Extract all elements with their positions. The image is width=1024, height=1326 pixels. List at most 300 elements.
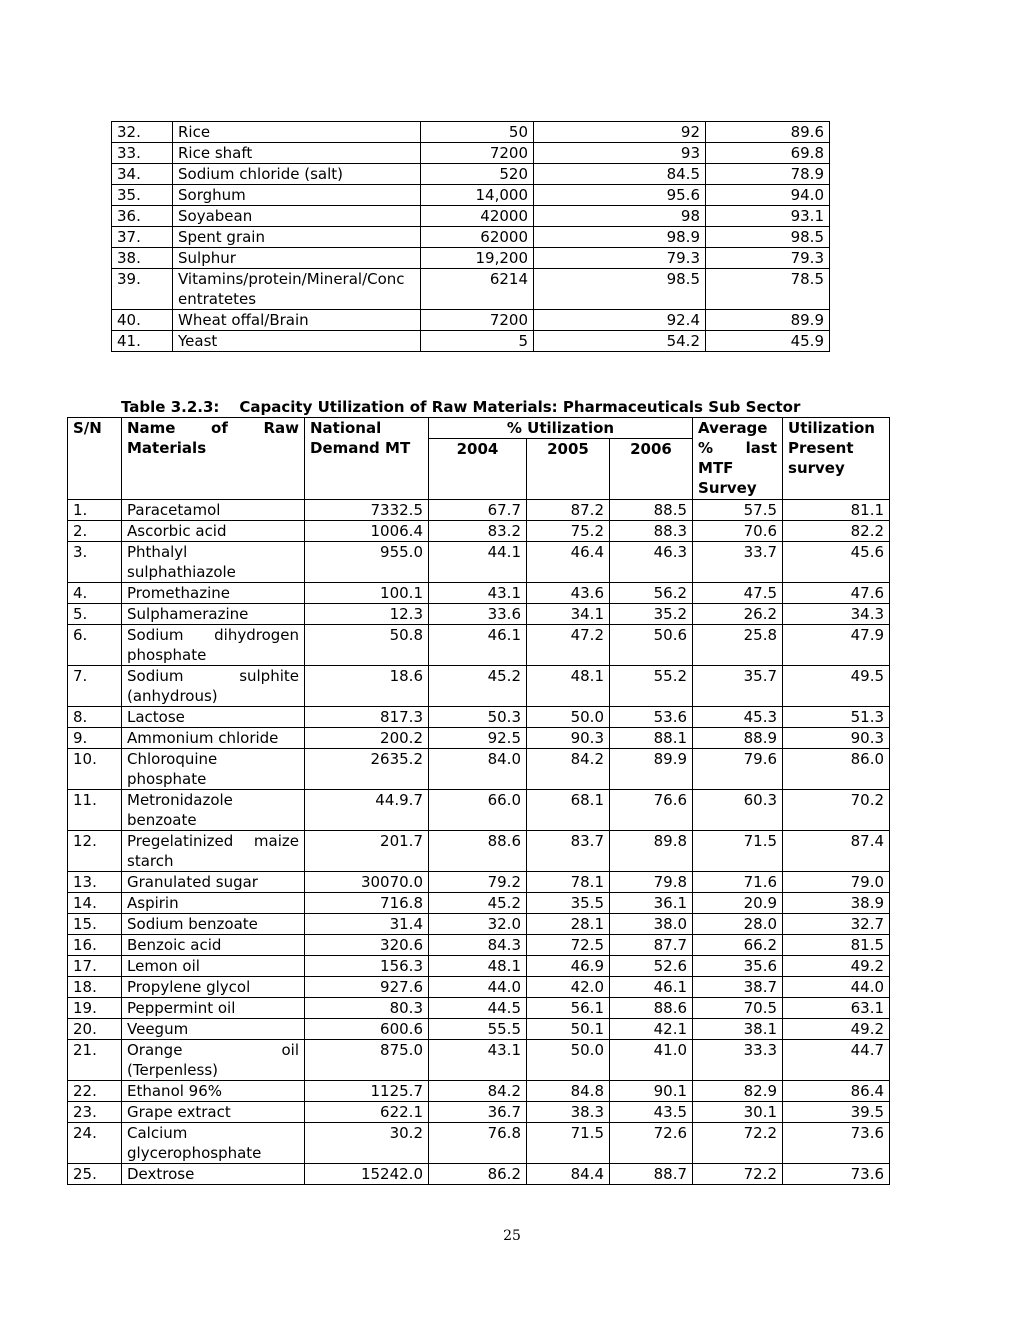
table-row [68,707,890,728]
cell-sn: 34. [112,164,173,185]
table-row [68,1081,890,1102]
cell-utilization-b: 93.1 [706,206,830,227]
cell-average-last: 71.5 [693,831,783,872]
cell-util-2005: 56.1 [527,998,610,1019]
cell-average-last: 70.6 [693,521,783,542]
cell-material: Granulated sugar [122,872,305,893]
table-caption [121,397,800,417]
cell-sn: 41. [112,331,173,352]
cell-util-2006: 41.0 [610,1040,693,1081]
header-2004: 2004 [429,439,527,500]
table-row [68,500,890,521]
cell-national-demand: 2635.2 [305,749,429,790]
cell-util-2005: 42.0 [527,977,610,998]
cell-national-demand: 31.4 [305,914,429,935]
cell-sn: 17. [68,956,122,977]
cell-average-last: 57.5 [693,500,783,521]
cell-utilization-present: 39.5 [783,1102,890,1123]
cell-material: Propylene glycol [122,977,305,998]
cell-util-2005: 48.1 [527,666,610,707]
cell-utilization-a: 98.9 [534,227,706,248]
cell-utilization-present: 49.2 [783,1019,890,1040]
cell-utilization-a: 95.6 [534,185,706,206]
cell-sn: 25. [68,1164,122,1185]
cell-national-demand: 12.3 [305,604,429,625]
table-caption-title: Capacity Utilization of Raw Materials: Pharmaceuticals Sub Sector [239,398,801,416]
cell-utilization-a: 92 [534,122,706,143]
table-row [68,977,890,998]
cell-material: Rice shaft [173,143,421,164]
cell-sn: 2. [68,521,122,542]
cell-util-2005: 72.5 [527,935,610,956]
cell-material: Grape extract [122,1102,305,1123]
header-utilization: % Utilization [429,418,693,439]
cell-national-demand: 80.3 [305,998,429,1019]
cell-material: Chloroquine phosphate [122,749,305,790]
cell-national-demand: 716.8 [305,893,429,914]
cell-utilization-b: 69.8 [706,143,830,164]
cell-util-2005: 90.3 [527,728,610,749]
cell-sn: 5. [68,604,122,625]
header-average: Average % last MTF Survey [693,418,783,500]
cell-utilization-b: 78.9 [706,164,830,185]
table-row [112,185,830,206]
cell-sn: 10. [68,749,122,790]
header-national-demand: National Demand MT [305,418,429,500]
cell-util-2006: 55.2 [610,666,693,707]
cell-material: Sodium dihydrogen phosphate [122,625,305,666]
cell-material: Sulphamerazine [122,604,305,625]
cell-sn: 4. [68,583,122,604]
cell-utilization-present: 73.6 [783,1123,890,1164]
cell-national-demand: 42000 [421,206,534,227]
table-row [112,248,830,269]
cell-util-2006: 72.6 [610,1123,693,1164]
cell-national-demand: 44.9.7 [305,790,429,831]
cell-util-2004: 50.3 [429,707,527,728]
header-name: Name of Raw Materials [122,418,305,500]
cell-average-last: 38.1 [693,1019,783,1040]
cell-util-2006: 89.8 [610,831,693,872]
cell-material: Sodium sulphite (anhydrous) [122,666,305,707]
cell-national-demand: 15242.0 [305,1164,429,1185]
cell-national-demand: 19,200 [421,248,534,269]
cell-material: Lactose [122,707,305,728]
cell-national-demand: 5 [421,331,534,352]
cell-sn: 21. [68,1040,122,1081]
cell-material: Rice [173,122,421,143]
cell-national-demand: 62000 [421,227,534,248]
cell-national-demand: 156.3 [305,956,429,977]
cell-utilization-present: 38.9 [783,893,890,914]
cell-util-2005: 78.1 [527,872,610,893]
cell-sn: 13. [68,872,122,893]
cell-sn: 9. [68,728,122,749]
cell-util-2004: 67.7 [429,500,527,521]
cell-national-demand: 30070.0 [305,872,429,893]
table-row [68,790,890,831]
cell-material: Ethanol 96% [122,1081,305,1102]
cell-sn: 3. [68,542,122,583]
cell-util-2006: 88.1 [610,728,693,749]
cell-util-2005: 46.9 [527,956,610,977]
cell-util-2005: 68.1 [527,790,610,831]
cell-util-2004: 83.2 [429,521,527,542]
cell-util-2005: 50.0 [527,1040,610,1081]
cell-util-2005: 84.4 [527,1164,610,1185]
cell-material: Soyabean [173,206,421,227]
cell-util-2004: 84.3 [429,935,527,956]
cell-utilization-present: 47.9 [783,625,890,666]
cell-utilization-b: 98.5 [706,227,830,248]
cell-util-2005: 50.1 [527,1019,610,1040]
table-row [68,666,890,707]
cell-average-last: 66.2 [693,935,783,956]
cell-average-last: 71.6 [693,872,783,893]
cell-util-2006: 89.9 [610,749,693,790]
cell-util-2005: 38.3 [527,1102,610,1123]
cell-material: Veegum [122,1019,305,1040]
cell-utilization-a: 98.5 [534,269,706,310]
cell-material: Benzoic acid [122,935,305,956]
cell-util-2004: 46.1 [429,625,527,666]
cell-utilization-b: 78.5 [706,269,830,310]
cell-average-last: 60.3 [693,790,783,831]
cell-utilization-b: 45.9 [706,331,830,352]
cell-national-demand: 14,000 [421,185,534,206]
cell-utilization-present: 70.2 [783,790,890,831]
cell-util-2006: 46.3 [610,542,693,583]
table-row [112,331,830,352]
table-row [68,1164,890,1185]
cell-utilization-present: 79.0 [783,872,890,893]
cell-utilization-present: 44.0 [783,977,890,998]
cell-utilization-present: 86.0 [783,749,890,790]
cell-sn: 6. [68,625,122,666]
cell-average-last: 25.8 [693,625,783,666]
cell-sn: 19. [68,998,122,1019]
cell-utilization-present: 45.6 [783,542,890,583]
cell-material: Yeast [173,331,421,352]
cell-util-2004: 44.1 [429,542,527,583]
cell-util-2004: 66.0 [429,790,527,831]
cell-national-demand: 7332.5 [305,500,429,521]
cell-average-last: 82.9 [693,1081,783,1102]
cell-utilization-a: 92.4 [534,310,706,331]
cell-utilization-b: 79.3 [706,248,830,269]
cell-material: Lemon oil [122,956,305,977]
cell-utilization-present: 49.5 [783,666,890,707]
cell-sn: 8. [68,707,122,728]
table-row [112,206,830,227]
cell-util-2004: 45.2 [429,893,527,914]
cell-national-demand: 50.8 [305,625,429,666]
cell-utilization-present: 86.4 [783,1081,890,1102]
cell-util-2006: 50.6 [610,625,693,666]
cell-util-2004: 45.2 [429,666,527,707]
cell-material: Paracetamol [122,500,305,521]
cell-util-2004: 84.0 [429,749,527,790]
cell-material: Sodium benzoate [122,914,305,935]
table-row [68,1123,890,1164]
cell-national-demand: 927.6 [305,977,429,998]
cell-util-2005: 46.4 [527,542,610,583]
table-row [68,1040,890,1081]
cell-util-2006: 35.2 [610,604,693,625]
cell-utilization-a: 98 [534,206,706,227]
cell-material: Peppermint oil [122,998,305,1019]
cell-national-demand: 955.0 [305,542,429,583]
cell-util-2004: 32.0 [429,914,527,935]
cell-utilization-present: 51.3 [783,707,890,728]
table-row [68,831,890,872]
cell-material: Pregelatinized maize starch [122,831,305,872]
cell-sn: 32. [112,122,173,143]
table-row [68,728,890,749]
cell-utilization-present: 49.2 [783,956,890,977]
cell-utilization-a: 79.3 [534,248,706,269]
table-row [68,521,890,542]
cell-sn: 16. [68,935,122,956]
table-row [68,604,890,625]
cell-average-last: 35.6 [693,956,783,977]
cell-utilization-present: 81.1 [783,500,890,521]
cell-utilization-present: 32.7 [783,914,890,935]
table-row [112,227,830,248]
cell-util-2004: 36.7 [429,1102,527,1123]
cell-average-last: 72.2 [693,1164,783,1185]
header-2005: 2005 [527,439,610,500]
cell-util-2006: 56.2 [610,583,693,604]
cell-utilization-present: 90.3 [783,728,890,749]
cell-national-demand: 200.2 [305,728,429,749]
cell-material: Metronidazole benzoate [122,790,305,831]
cell-material: Dextrose [122,1164,305,1185]
cell-sn: 35. [112,185,173,206]
table-row [68,872,890,893]
table-row [112,122,830,143]
cell-util-2005: 34.1 [527,604,610,625]
table-row [68,1102,890,1123]
cell-sn: 15. [68,914,122,935]
cell-material: Ascorbic acid [122,521,305,542]
table-row [68,956,890,977]
cell-average-last: 28.0 [693,914,783,935]
cell-util-2004: 43.1 [429,1040,527,1081]
cell-util-2004: 55.5 [429,1019,527,1040]
header-row-1 [68,418,890,439]
cell-util-2006: 42.1 [610,1019,693,1040]
cell-national-demand: 30.2 [305,1123,429,1164]
cell-utilization-b: 94.0 [706,185,830,206]
cell-utilization-b: 89.6 [706,122,830,143]
cell-util-2004: 86.2 [429,1164,527,1185]
cell-national-demand: 320.6 [305,935,429,956]
cell-national-demand: 817.3 [305,707,429,728]
table-row [68,893,890,914]
cell-utilization-present: 81.5 [783,935,890,956]
cell-sn: 7. [68,666,122,707]
page-number: 25 [503,1228,521,1244]
cell-average-last: 72.2 [693,1123,783,1164]
table-row [68,998,890,1019]
table-row [68,583,890,604]
cell-util-2005: 71.5 [527,1123,610,1164]
cell-national-demand: 600.6 [305,1019,429,1040]
cell-util-2004: 92.5 [429,728,527,749]
cell-utilization-present: 34.3 [783,604,890,625]
cell-sn: 11. [68,790,122,831]
cell-utilization-b: 89.9 [706,310,830,331]
cell-util-2006: 88.3 [610,521,693,542]
cell-material: Ammonium chloride [122,728,305,749]
cell-national-demand: 50 [421,122,534,143]
cell-util-2005: 43.6 [527,583,610,604]
cell-sn: 23. [68,1102,122,1123]
cell-average-last: 30.1 [693,1102,783,1123]
table-caption-number: Table 3.2.3: [121,398,220,416]
cell-average-last: 20.9 [693,893,783,914]
cell-average-last: 38.7 [693,977,783,998]
cell-material: Sorghum [173,185,421,206]
cell-util-2006: 90.1 [610,1081,693,1102]
cell-util-2004: 44.0 [429,977,527,998]
cell-util-2004: 44.5 [429,998,527,1019]
cell-material: Sulphur [173,248,421,269]
cell-util-2005: 84.8 [527,1081,610,1102]
cell-national-demand: 875.0 [305,1040,429,1081]
cell-national-demand: 7200 [421,310,534,331]
cell-sn: 33. [112,143,173,164]
header-sn: S/N [68,418,122,500]
cell-national-demand: 18.6 [305,666,429,707]
cell-national-demand: 100.1 [305,583,429,604]
cell-material: Orange oil (Terpenless) [122,1040,305,1081]
cell-national-demand: 622.1 [305,1102,429,1123]
cell-national-demand: 520 [421,164,534,185]
cell-national-demand: 7200 [421,143,534,164]
cell-sn: 22. [68,1081,122,1102]
cell-util-2005: 75.2 [527,521,610,542]
cell-util-2005: 50.0 [527,707,610,728]
cell-material: Phthalyl sulphathiazole [122,542,305,583]
cell-sn: 38. [112,248,173,269]
cell-util-2004: 84.2 [429,1081,527,1102]
cell-util-2006: 53.6 [610,707,693,728]
cell-utilization-present: 82.2 [783,521,890,542]
cell-national-demand: 201.7 [305,831,429,872]
cell-utilization-a: 84.5 [534,164,706,185]
cell-util-2004: 48.1 [429,956,527,977]
cell-util-2004: 43.1 [429,583,527,604]
cell-util-2006: 79.8 [610,872,693,893]
cell-sn: 12. [68,831,122,872]
table-row [68,914,890,935]
cell-utilization-a: 93 [534,143,706,164]
cell-sn: 1. [68,500,122,521]
cell-average-last: 79.6 [693,749,783,790]
cell-utilization-present: 87.4 [783,831,890,872]
table-row [112,164,830,185]
cell-util-2004: 88.6 [429,831,527,872]
cell-sn: 18. [68,977,122,998]
cell-util-2006: 43.5 [610,1102,693,1123]
cell-sn: 20. [68,1019,122,1040]
cell-material: Vitamins/protein/Mineral/Conc entratetes [173,269,421,310]
cell-util-2005: 47.2 [527,625,610,666]
cell-utilization-present: 47.6 [783,583,890,604]
table-row [68,625,890,666]
cell-util-2006: 88.6 [610,998,693,1019]
cell-average-last: 26.2 [693,604,783,625]
raw-materials-table-continued [111,121,830,352]
cell-util-2004: 79.2 [429,872,527,893]
pharmaceuticals-utilization-table [67,417,890,1185]
table-row [68,1019,890,1040]
cell-average-last: 88.9 [693,728,783,749]
cell-average-last: 35.7 [693,666,783,707]
cell-average-last: 33.7 [693,542,783,583]
cell-util-2005: 35.5 [527,893,610,914]
cell-material: Spent grain [173,227,421,248]
cell-utilization-present: 63.1 [783,998,890,1019]
cell-sn: 40. [112,310,173,331]
cell-average-last: 33.3 [693,1040,783,1081]
cell-average-last: 47.5 [693,583,783,604]
table-row [68,749,890,790]
cell-utilization-a: 54.2 [534,331,706,352]
cell-material: Promethazine [122,583,305,604]
cell-average-last: 45.3 [693,707,783,728]
cell-util-2006: 88.7 [610,1164,693,1185]
cell-sn: 36. [112,206,173,227]
table-row [68,935,890,956]
cell-average-last: 70.5 [693,998,783,1019]
cell-national-demand: 1006.4 [305,521,429,542]
cell-util-2005: 87.2 [527,500,610,521]
cell-util-2006: 76.6 [610,790,693,831]
header-2006: 2006 [610,439,693,500]
cell-util-2005: 83.7 [527,831,610,872]
cell-sn: 39. [112,269,173,310]
cell-util-2006: 36.1 [610,893,693,914]
cell-material: Sodium chloride (salt) [173,164,421,185]
cell-util-2004: 33.6 [429,604,527,625]
cell-utilization-present: 73.6 [783,1164,890,1185]
table-row [112,269,830,310]
cell-util-2006: 38.0 [610,914,693,935]
cell-util-2006: 52.6 [610,956,693,977]
cell-util-2005: 28.1 [527,914,610,935]
header-present: Utilization Present survey [783,418,890,500]
cell-national-demand: 6214 [421,269,534,310]
cell-national-demand: 1125.7 [305,1081,429,1102]
cell-material: Wheat offal/Brain [173,310,421,331]
cell-util-2006: 87.7 [610,935,693,956]
cell-material: Aspirin [122,893,305,914]
cell-material: Calcium glycerophosphate [122,1123,305,1164]
cell-util-2005: 84.2 [527,749,610,790]
cell-util-2004: 76.8 [429,1123,527,1164]
cell-util-2006: 88.5 [610,500,693,521]
cell-util-2006: 46.1 [610,977,693,998]
cell-utilization-present: 44.7 [783,1040,890,1081]
table-row [68,542,890,583]
table-row [112,310,830,331]
cell-sn: 37. [112,227,173,248]
cell-sn: 24. [68,1123,122,1164]
table-row [112,143,830,164]
